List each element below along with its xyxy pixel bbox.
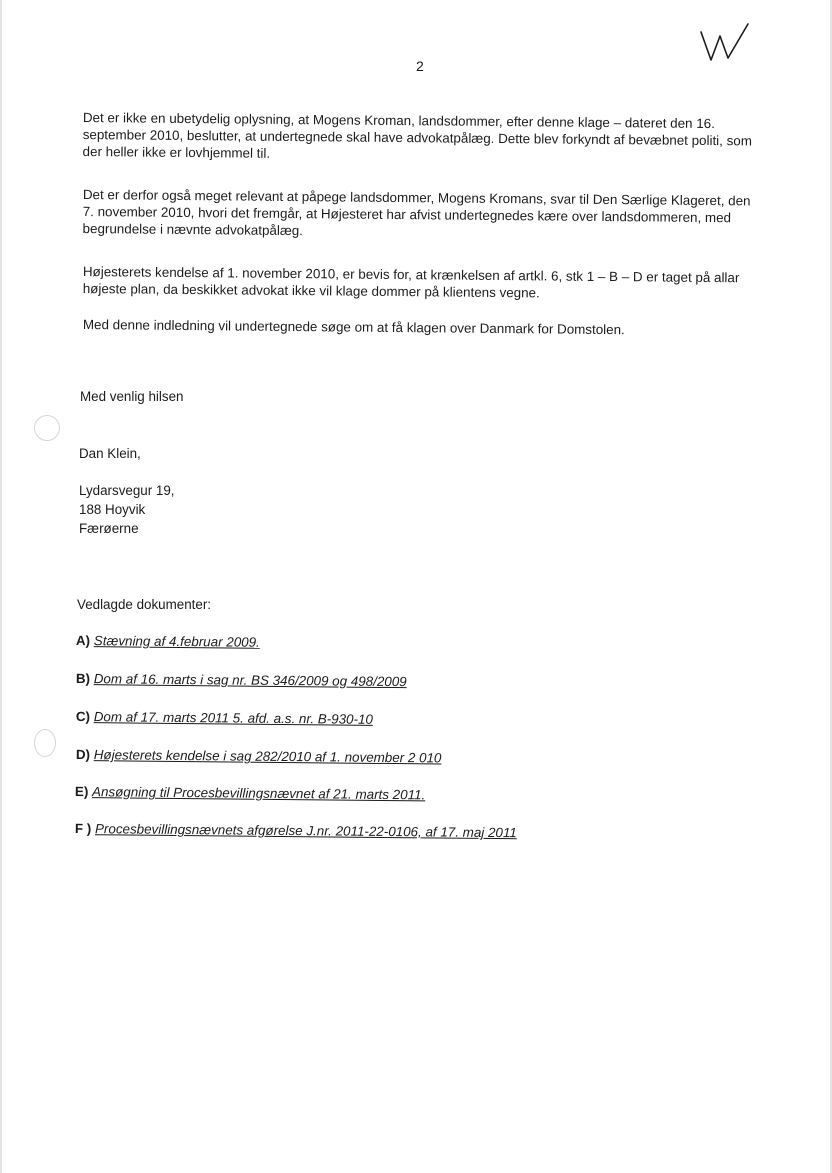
attachment-link[interactable]: Dom af 17. marts 2011 5. afd. a.s. nr. B-930-10 (93, 709, 373, 727)
paragraph-1: Det er ikke en ubetydelig oplysning, at Mogens Kroman, landsdommer, efter denne klage – dateret den 16. september 2010, beslutter, at undertegnede skal have advokatpålæg. Dette blev forkyndt af bevæbnet politi, som der heller ikke er lovhjemmel til. (82, 109, 752, 161)
attachment-link[interactable]: Højesterets kendelse i sag 282/2010 af 1. november 2 010 (93, 747, 442, 766)
attachments-heading: Vedlagde dokumenter: (77, 597, 212, 612)
attachment-item-f[interactable] (75, 821, 517, 840)
address-country: Færøerne (79, 521, 139, 536)
signature-name: Dan Klein, (79, 446, 141, 461)
attachment-letter: D) (75, 747, 91, 763)
page-number: 2 (416, 58, 424, 74)
closing-greeting: Med venlig hilsen (80, 389, 184, 404)
paragraph-4: Med denne indledning vil undertegnede søge om at få klagen over Danmark for Domstolen. (82, 316, 625, 338)
paragraph-3: Højesterets kendelse af 1. november 2010, er bevis for, at krænkelsen af artkl. 6, stk 1 – B – D er taget på allar højeste plan, da beskikket advokat ikke vil klage dommer på klientens vegne. (82, 263, 740, 301)
attachment-link[interactable]: Procesbevillingsnævnets afgørelse J.nr. 2011-22-0106, af 17. maj 2011 (94, 821, 517, 841)
attachment-item-c[interactable] (76, 709, 373, 727)
address-postal: 188 Hoyvik (79, 502, 146, 517)
punch-hole-mark-top (34, 415, 60, 441)
punch-hole-mark-bottom (34, 729, 56, 757)
attachment-link[interactable]: Stævning af 4.februar 2009. (93, 633, 260, 650)
paragraph-2: Det er derfor også meget relevant at påpege landsdommer, Mogens Kromans, svar til Den Særlige Klageret, den 7. november 2010, hvori det fremgår, at Højesteret har afvist undertegnedes kære over landsdommeren, med begrundelse i nævnte advokatpålæg. (82, 186, 751, 239)
attachment-letter: C) (75, 709, 91, 725)
address-street: Lydarsvegur 19, (79, 483, 175, 498)
attachment-link[interactable]: Ansøgning til Procesbevillingsnævnet af 21. marts 2011. (91, 784, 426, 803)
attachment-item-a[interactable] (76, 633, 260, 650)
attachment-letter: E) (74, 784, 89, 800)
attachment-link[interactable]: Dom af 16. marts i sag nr. BS 346/2009 og 498/2009 (93, 671, 407, 690)
attachment-letter: F ) (74, 821, 92, 837)
attachment-item-e[interactable] (75, 784, 425, 802)
attachment-letter: B) (75, 671, 91, 687)
attachment-item-d[interactable] (76, 747, 442, 766)
attachment-letter: A) (75, 633, 91, 649)
handwritten-initials-mark (696, 18, 756, 68)
attachment-item-b[interactable] (76, 671, 407, 689)
page-left-edge (0, 0, 2, 1173)
